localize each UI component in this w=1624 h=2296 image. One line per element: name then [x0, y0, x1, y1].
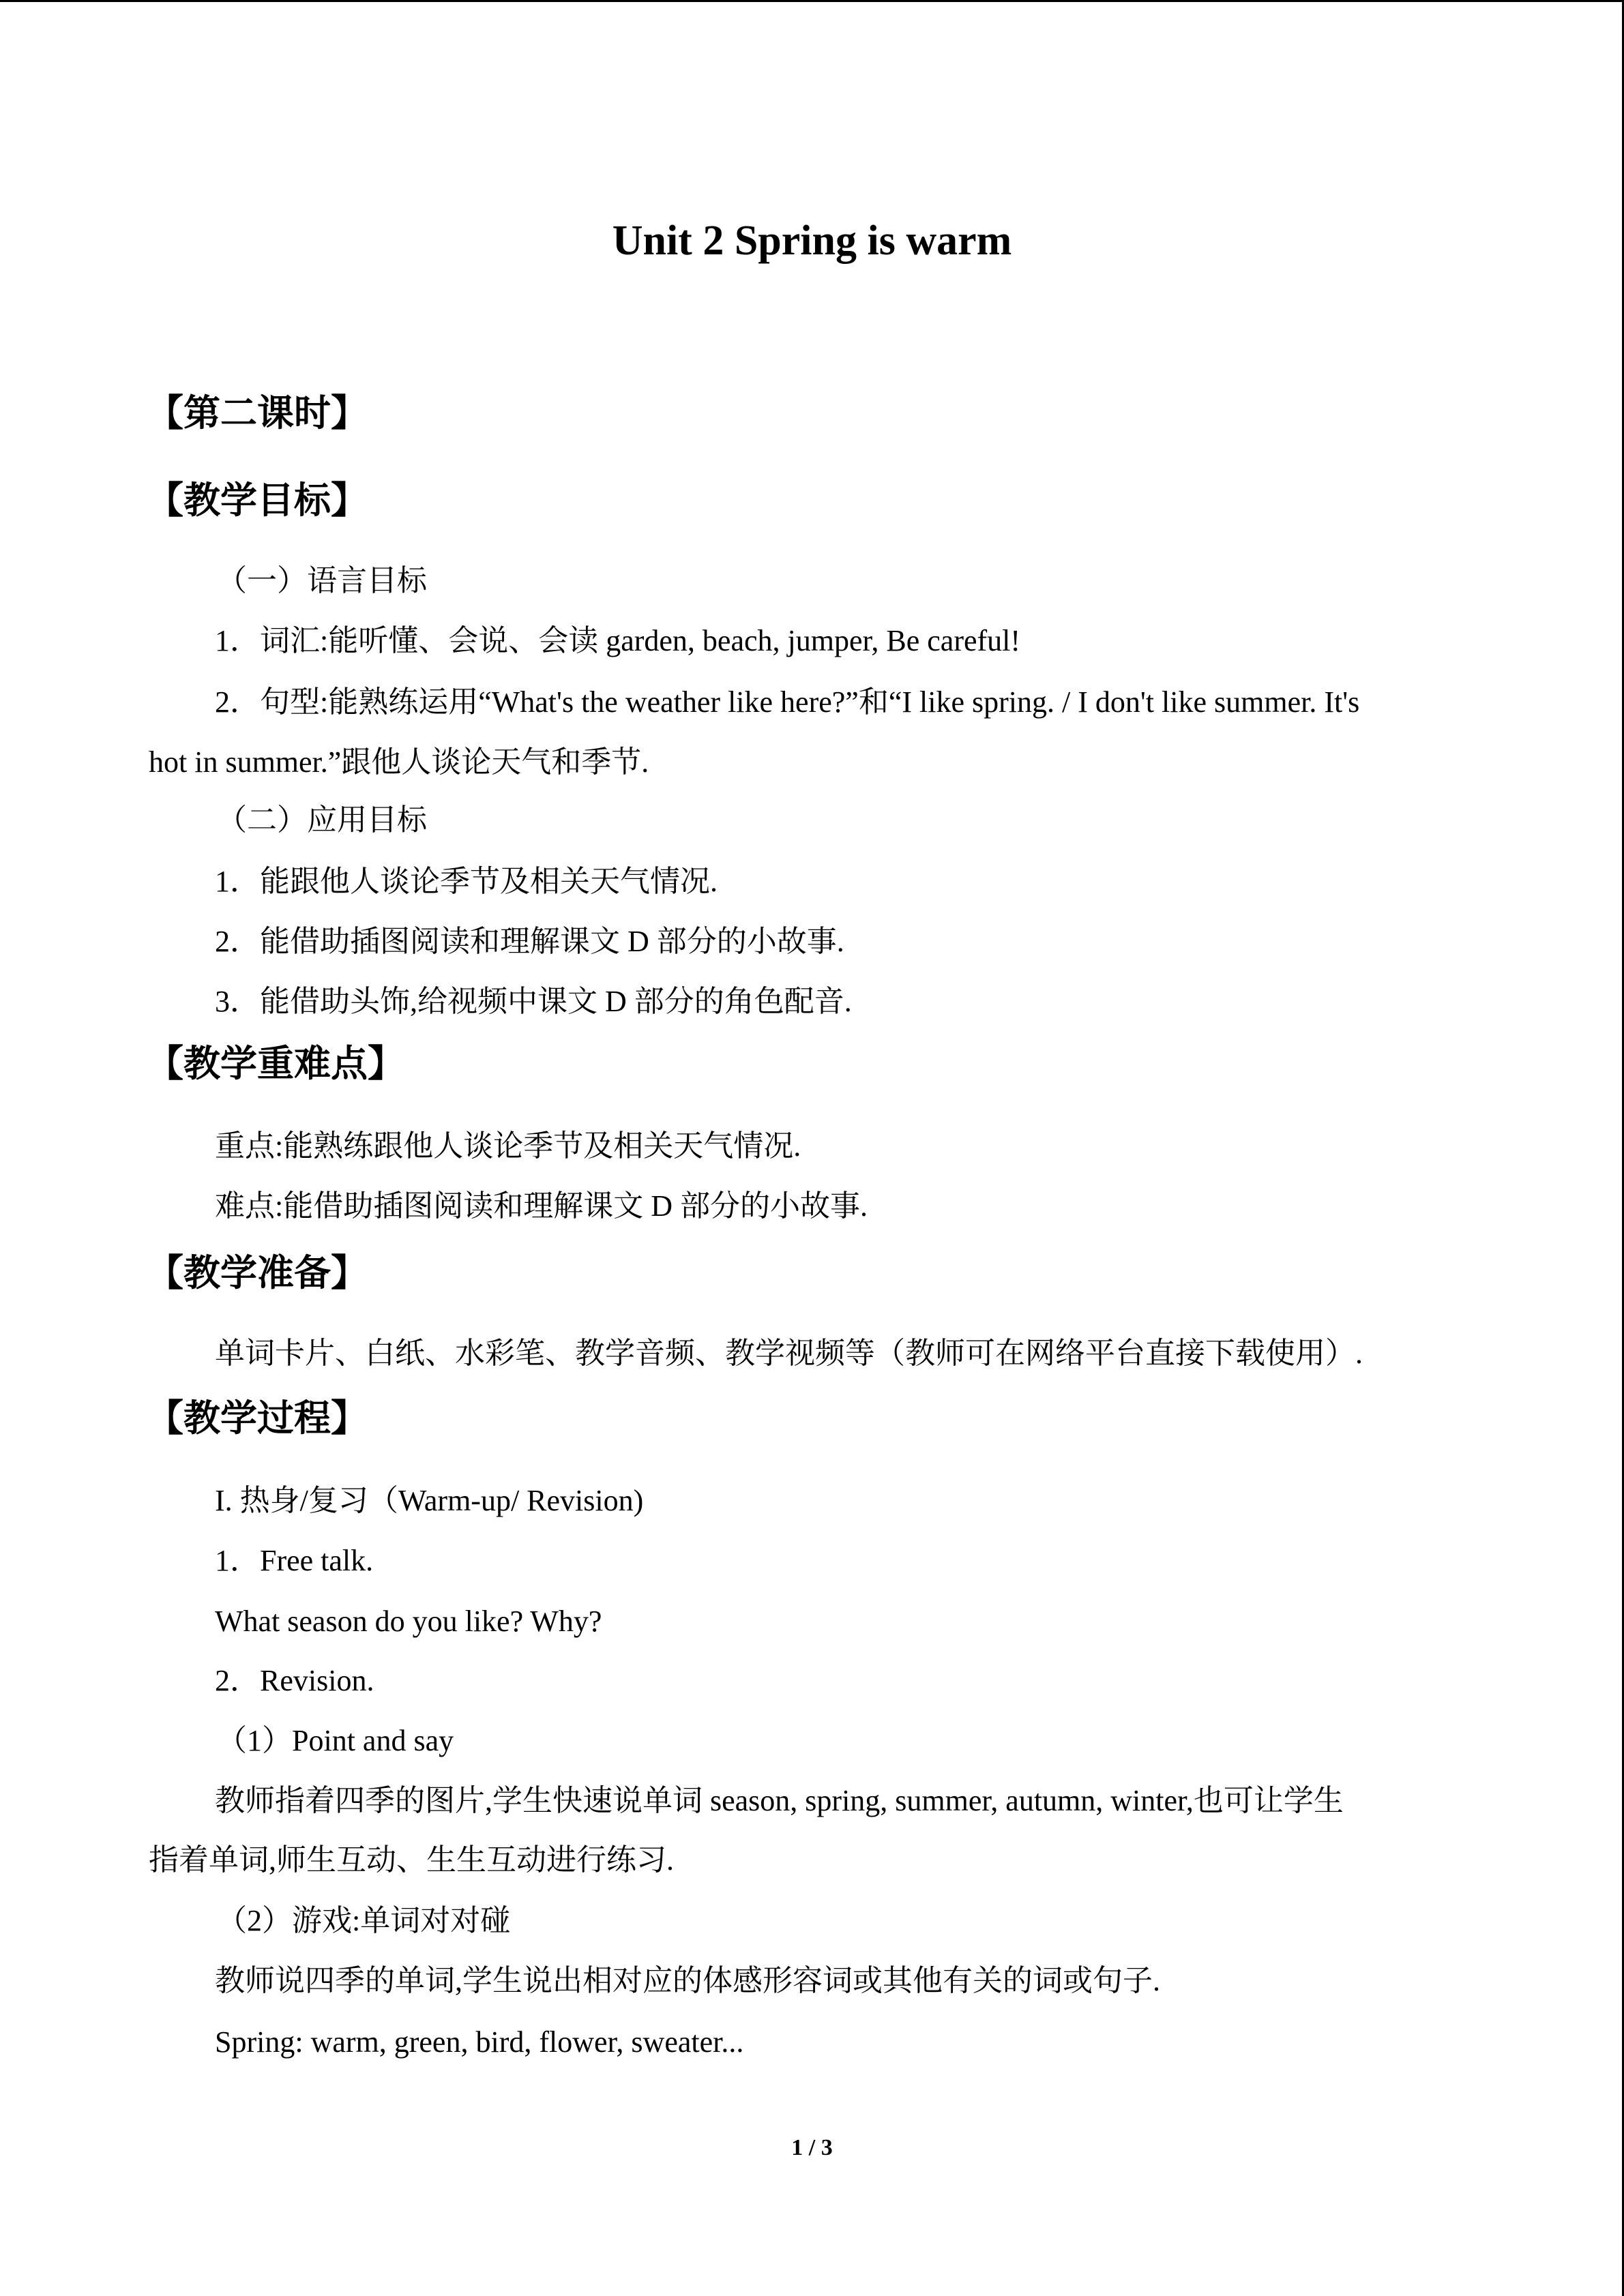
goals-heading: 【教学目标】 — [147, 479, 368, 522]
application-goal-label: （二）应用目标 — [217, 803, 427, 837]
process-game-desc: 教师说四季的单词,学生说出相对应的体感形容词或其他有关的词或句子. — [215, 1964, 1160, 1997]
page-border-top — [0, 0, 1624, 2]
key-point-focus: 重点:能熟练跟他人谈论季节及相关天气情况. — [215, 1129, 801, 1163]
process-point-and-say: （1）Point and say — [217, 1724, 454, 1757]
process-game: （2）游戏:单词对对碰 — [217, 1904, 511, 1937]
process-point-desc-line1: 教师指着四季的图片,学生快速说单词 season, spring, summer, autumn, winter,也可让学生 — [215, 1784, 1344, 1817]
application-item-2: 2．能借助插图阅读和理解课文 D 部分的小故事. — [215, 925, 844, 958]
goal-item-sentence-line1: 2．句型:能熟练运用“What's the weather like here?”和“I like spring. / I don't like summer. It's — [215, 685, 1360, 719]
lesson-heading: 【第二课时】 — [147, 391, 368, 434]
page-number: 1 / 3 — [791, 2135, 833, 2160]
process-revision: 2．Revision. — [215, 1664, 374, 1697]
process-step-warmup: I. 热身/复习（Warm-up/ Revision) — [215, 1484, 644, 1517]
preparation-text: 单词卡片、白纸、水彩笔、教学音频、教学视频等（教师可在网络平台直接下载使用）. — [215, 1337, 1363, 1370]
process-spring-words: Spring: warm, green, bird, flower, sweater... — [215, 2025, 744, 2059]
application-item-3: 3．能借助头饰,给视频中课文 D 部分的角色配音. — [215, 985, 852, 1018]
preparation-heading: 【教学准备】 — [147, 1251, 368, 1294]
language-goal-label: （一）语言目标 — [217, 564, 427, 597]
document-title: Unit 2 Spring is warm — [612, 218, 1012, 264]
key-point-difficulty: 难点:能借助插图阅读和理解课文 D 部分的小故事. — [215, 1189, 868, 1223]
process-heading: 【教学过程】 — [147, 1397, 368, 1440]
goal-item-vocabulary: 1．词汇:能听懂、会说、会读 garden, beach, jumper, Be careful! — [215, 624, 1021, 657]
process-question: What season do you like? Why? — [215, 1605, 602, 1638]
goal-item-sentence-line2: hot in summer.”跟他人谈论天气和季节. — [149, 745, 649, 779]
process-free-talk: 1．Free talk. — [215, 1544, 374, 1577]
application-item-1: 1．能跟他人谈论季节及相关天气情况. — [215, 865, 718, 898]
process-point-desc-line2: 指着单词,师生互动、生生互动进行练习. — [149, 1843, 674, 1877]
key-points-heading: 【教学重难点】 — [147, 1042, 404, 1085]
